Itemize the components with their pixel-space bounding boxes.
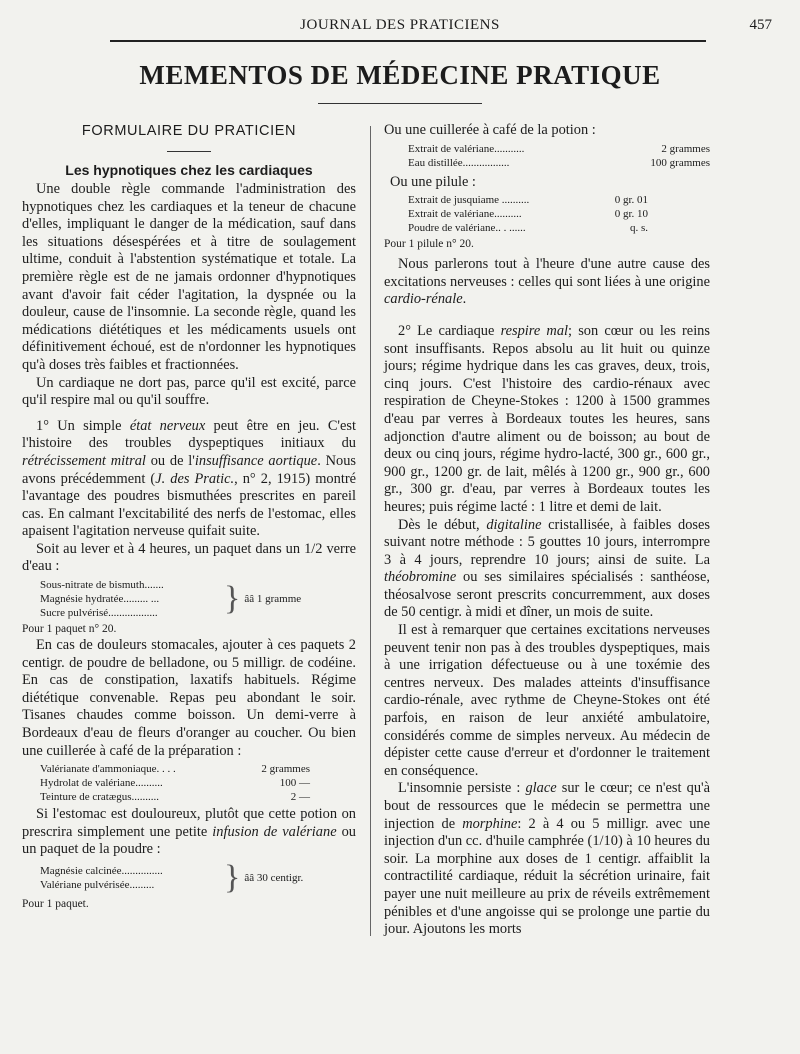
text-run: , n° 2, 1915) montré l'avantage des poudres bismuthées prescrites en pareil cas. En calmant l'excitabilité des nerfs de l'estomac, elles apaisent l'agitation nerveuse quifait suite. xyxy=(22,470,357,540)
prescription-item: Valériane pulvérisée......... xyxy=(40,879,155,891)
paragraph: En cas de douleurs stomacales, ajouter à ces paquets 2 centigr. de poudre de belladone, ou 5 milligr. de codéine. En cas de constipation, laxatifs habituels. Régime diététique convenable. Repas peu abondant le soir. Tisanes chaudes comme boisson. Un demi-verre à Bordeaux d'eau de fleurs d'oranger au coucher. Ou bien une cuillerée à café de la préparation : xyxy=(22,637,356,759)
italic-term: infusion de valériane xyxy=(212,823,337,840)
text-run: sur le cœur; ce n'est qu'à bout de ressources que le médecin se permettra une injection de xyxy=(384,780,710,832)
text-run: . Nous avons précédemment ( xyxy=(22,452,356,487)
prescription-quantity: 2 — xyxy=(290,791,310,804)
prescription-bismuth xyxy=(22,578,356,620)
text-run: peut être en jeu. C'est l'histoire des troubles dyspeptiques initiaux du xyxy=(22,417,356,452)
italic-term: cardio-rénale xyxy=(384,291,463,308)
paragraph: Un cardiaque ne dort pas, parce qu'il est excité, parce qu'il respire mal ou qu'il souffre. xyxy=(22,374,356,409)
text-run: ou de l' xyxy=(145,452,195,469)
paragraph xyxy=(384,517,710,623)
paragraph xyxy=(384,780,710,938)
prescription-item: Hydrolat de valériane.......... xyxy=(40,777,163,790)
section-rule xyxy=(167,151,211,152)
prescription-footer: Pour 1 pilule n° 20. xyxy=(384,238,474,251)
prescription-item: Extrait de jusquiame .......... xyxy=(408,194,530,207)
section-heading: FORMULAIRE DU PRATICIEN xyxy=(81,123,297,139)
prescription-quantity: 0 gr. 01 xyxy=(614,194,648,207)
prescription-magnesia xyxy=(22,861,356,895)
column-divider xyxy=(370,126,371,936)
paragraph: Une double règle commande l'administration des hypnotiques chez les cardiaques et la teneur de chacune d'elles, impliquant le danger de la médication, sauf dans les situations désespérées et à titre de soulagement ultime, conduit à l'abstention systématique et totale. La première règle est de ne jamais ordonner d'hypnotiques avant d'avoir fait céder l'agitation, la dyspnée ou la douleur, cause de l'insomnie. La seconde règle, quand les médications diététiques et les médicaments usuels ont définitivement échoué, est de n'ordonner les hypnotiques qu'à doses très faibles et fractionnées. xyxy=(22,181,356,373)
paragraph xyxy=(22,806,356,859)
title-rule xyxy=(318,103,482,104)
prescription-item: Sucre pulvérisé.................. xyxy=(40,607,158,620)
text-run: L'insomnie persiste : xyxy=(398,780,526,797)
text-run: cristallisée, à faibles doses suivant notre méthode : 5 gouttes 10 jours, interrompre 3 à 4 jours, reprendre 10 jours; ainsi de suite. La xyxy=(384,516,710,568)
paragraph: Soit au lever et à 4 heures, un paquet dans un 1/2 verre d'eau : xyxy=(22,540,356,575)
text-run: Nous parlerons tout à l'heure d'une autre cause des excitations nerveuses : celles qui sont liées à une origine xyxy=(384,256,710,290)
text-run: ou ses similaires spécialisés : santhéose, théosalvose seront prescrits concurremment, aux doses de 50 centigr. à midi et dîner, un mois de suite. xyxy=(384,569,710,621)
prescription-valerianate xyxy=(22,762,310,804)
main-title: MEMENTOS DE MÉDECINE PRATIQUE xyxy=(139,60,661,90)
prescription-quantity: ââ 1 gramme xyxy=(244,593,302,606)
prescription-item: Teinture de cratægus.......... xyxy=(40,791,159,804)
text-run: : 2 à 4 ou 5 milligr. avec une injection d'un cc. d'huile camphrée (1/10) à 10 heures du soir. La morphine aux doses de 1 centigr. affaiblit la contractilité cardiaque, réduit la sécrétion urinaire, fait payer une nuit meilleure au prix de réveils extrêmement pénibles et d'une angoisse qui se prolonge une partie du jour. Ajoutons les morts xyxy=(384,815,710,938)
prescription-footer: Pour 1 paquet. xyxy=(22,898,89,910)
subsection-heading: Les hypnotiques chez les cardiaques xyxy=(65,162,313,178)
prescription-item: Poudre de valériane.. . ...... xyxy=(408,222,526,235)
prescription-quantity: 0 gr. 10 xyxy=(614,208,648,221)
prescription-quantity: q. s. xyxy=(629,222,648,235)
italic-term: glace xyxy=(525,780,557,797)
italic-term: insuffisance aortique xyxy=(194,452,318,469)
text-run: ou un paquet de la poudre : xyxy=(22,823,356,858)
page-number: 457 xyxy=(749,17,772,33)
spacer xyxy=(384,309,710,323)
italic-citation: J. des Pratic. xyxy=(155,470,235,487)
italic-term: état nerveux xyxy=(129,417,206,434)
prescription-item: Magnésie calcinée............... xyxy=(40,865,163,877)
paragraph: Ou une pilule : xyxy=(390,173,476,190)
spacer xyxy=(22,410,356,418)
prescription-quantity: 2 grammes xyxy=(661,142,710,155)
text-run: Si l'estomac est douloureux, plutôt que cette potion on prescrira simplement une petite xyxy=(22,806,356,840)
left-column xyxy=(22,122,356,912)
prescription-item: Sous-nitrate de bismuth....... xyxy=(40,579,164,592)
text-run: Dès le début, xyxy=(398,516,487,533)
text-run: 2° Le cardiaque xyxy=(398,322,501,339)
text-run: 1° Un simple xyxy=(36,417,130,434)
prescription-item: Extrait de valériane.......... xyxy=(408,208,522,221)
paragraph: Ou une cuillerée à café de la potion : xyxy=(384,122,596,138)
prescription-quantity: 100 grammes xyxy=(650,156,710,169)
prescription-item: Magnésie hydratée......... ... xyxy=(40,593,160,606)
paragraph: Il est à remarquer que certaines excitations nerveuses peuvent tenir non pas à des troubles dyspeptiques, mais à une irrigation défectueuse ou à une toxémie des centres nerveux. Des malades atteints d'insuffisance cardio-rénale, avec rythme de Cheyne-Stokes ont été parfois, en raison de leur anxiété ambulatoire, considérés comme de simples nerveux. Au médecin de dépister cette cause d'erreur et d'ordonner le traitement en conséquence. xyxy=(384,622,710,779)
prescription-potion xyxy=(384,142,710,170)
running-title: JOURNAL DES PRATICIENS xyxy=(300,17,500,33)
prescription-quantity: 100 — xyxy=(279,777,310,790)
paragraph xyxy=(22,418,356,541)
brace-glyph: } xyxy=(224,859,241,896)
right-column xyxy=(384,122,710,939)
header-rule xyxy=(110,40,706,42)
brace-glyph: } xyxy=(224,580,241,618)
prescription-footer: Pour 1 paquet n° 20. xyxy=(22,623,117,636)
prescription-pill xyxy=(384,193,648,235)
italic-term: morphine xyxy=(462,815,518,832)
prescription-item: Extrait de valériane........... xyxy=(408,142,525,155)
prescription-item: Eau distillée................. xyxy=(408,156,510,169)
italic-term: respire mal xyxy=(500,322,569,339)
prescription-quantity: 2 grammes xyxy=(261,763,310,776)
italic-term: digitaline xyxy=(486,516,542,533)
italic-term: théobromine xyxy=(384,569,457,586)
prescription-quantity: ââ 30 centigr. xyxy=(244,872,304,884)
paragraph xyxy=(384,323,710,517)
prescription-item: Valérianate d'ammoniaque. . . . xyxy=(40,763,176,776)
text-run: . xyxy=(462,291,467,308)
paragraph xyxy=(384,256,710,309)
text-run: ; son cœur ou les reins sont insuffisants. Repos absolu au lit huit ou quinze jours; régime hydrique dans les cas graves, deux, trois, cinq jours. C'est l'histoire des cardio-rénaux avec respiration de Cheyne-Stokes : 1200 à 1500 grammes d'eau par verres à Bordeaux toutes les heures, sans adjonction d'autre aliment ou de boisson; au bout de deux ou cinq jours, régime hydro-lacté, 300 gr., 600 gr., 900 gr., 1200 gr. de lait, mêlés à 1200 gr., 900 gr., 600 gr., 300 gr. d'eau, par verres à Bordeaux toutes les heures; puis régime lacté : 1 litre et demi de lait. xyxy=(384,322,710,515)
italic-term: rétrécissement mitral xyxy=(22,452,146,469)
